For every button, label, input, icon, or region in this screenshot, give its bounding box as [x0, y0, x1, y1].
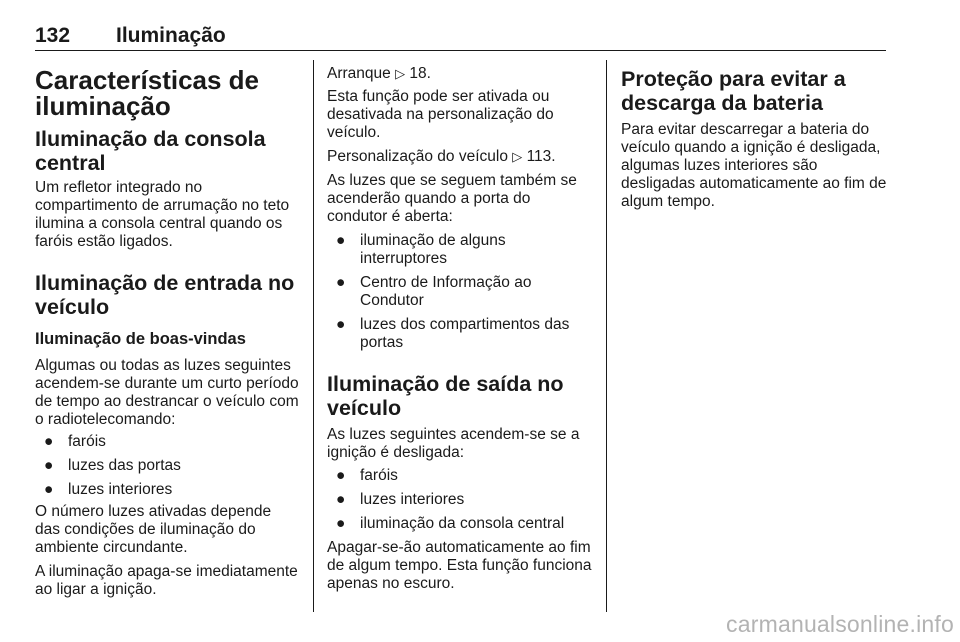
bullet-dot: ● — [44, 457, 54, 474]
welcome-paragraph: Algumas ou todas as luzes seguintes acendem-se durante um curto período de tempo ao destrancar o veículo com o radiotelecomando: — [35, 357, 299, 428]
section-heading-console: Iluminação da consola central — [35, 127, 266, 175]
exit-auto-off-paragraph: Apagar-se-ão automaticamente ao fim de algum tempo. Esta função funciona apenas no escuro. — [327, 539, 592, 592]
driver-door-paragraph: As luzes que se seguem também se acenderão quando a porta do condutor é aberta: — [327, 172, 577, 225]
watermark: carmanualsonline.info — [726, 611, 954, 637]
bullet-dot: ● — [336, 274, 346, 291]
list-item: ● faróis — [336, 467, 398, 484]
lights-count-paragraph: O número luzes ativadas depende das condições de iluminação do ambiente circundante. — [35, 503, 272, 556]
list-item: ● luzes dos compartimentos das portas — [336, 316, 570, 351]
battery-paragraph: Para evitar descarregar a bateria do veículo quando a ignição é desligada, algumas luzes interiores são desligadas automaticamente ao fim de algum tempo. — [621, 121, 887, 210]
welcome-bullet-list — [35, 433, 300, 499]
exit-paragraph: As luzes seguintes acendem-se se a ignição é desligada: — [327, 426, 580, 461]
list-item: ● luzes interiores — [336, 491, 465, 508]
column-2 — [327, 60, 592, 593]
section-heading-battery: Proteção para evitar a descarga da bateria — [621, 67, 846, 115]
list-item: ● luzes das portas — [44, 457, 181, 474]
section-heading-exit: Iluminação de saída no veículo — [327, 372, 564, 420]
bullet-dot: ● — [44, 481, 54, 498]
list-item: ● faróis — [44, 433, 106, 450]
bullet-dot: ● — [336, 316, 346, 333]
column-1 — [35, 60, 300, 599]
reference-startup: Arranque ▷ 18. — [327, 65, 431, 82]
running-head: Iluminação — [116, 24, 226, 47]
bullet-dot: ● — [336, 467, 346, 484]
page-number: 132 — [35, 24, 71, 47]
list-item: ● iluminação da consola central — [336, 515, 565, 532]
console-paragraph: Um refletor integrado no compartimento de arrumação no teto ilumina a consola central quando os faróis estão ligados. — [35, 179, 290, 250]
ignition-paragraph: A iluminação apaga-se imediatamente ao ligar a ignição. — [35, 563, 298, 598]
reference-arrow-icon: ▷ — [512, 149, 523, 164]
subsection-heading-welcome: Iluminação de boas-vindas — [35, 330, 246, 348]
page-header — [35, 24, 885, 52]
header-rule — [35, 50, 886, 51]
driver-door-bullet-list — [327, 232, 592, 352]
list-item: ● luzes interiores — [44, 481, 173, 498]
column-3 — [621, 60, 891, 211]
exit-bullet-list — [327, 467, 592, 533]
personalization-paragraph: Esta função pode ser ativada ou desativada na personalização do veículo. — [327, 88, 554, 141]
bullet-dot: ● — [336, 232, 346, 249]
section-heading-entry: Iluminação de entrada no veículo — [35, 271, 295, 319]
bullet-dot: ● — [336, 491, 346, 508]
list-item: ● iluminação de alguns interruptores — [336, 232, 506, 267]
reference-personalization: Personalização do veículo ▷ 113. — [327, 148, 556, 165]
column-divider — [606, 60, 607, 612]
bullet-dot: ● — [336, 515, 346, 532]
list-item: ● Centro de Informação ao Condutor — [336, 274, 532, 309]
chapter-title: Características de iluminação — [35, 65, 260, 121]
bullet-dot: ● — [44, 433, 54, 450]
reference-arrow-icon: ▷ — [395, 66, 406, 81]
column-divider — [313, 60, 314, 612]
